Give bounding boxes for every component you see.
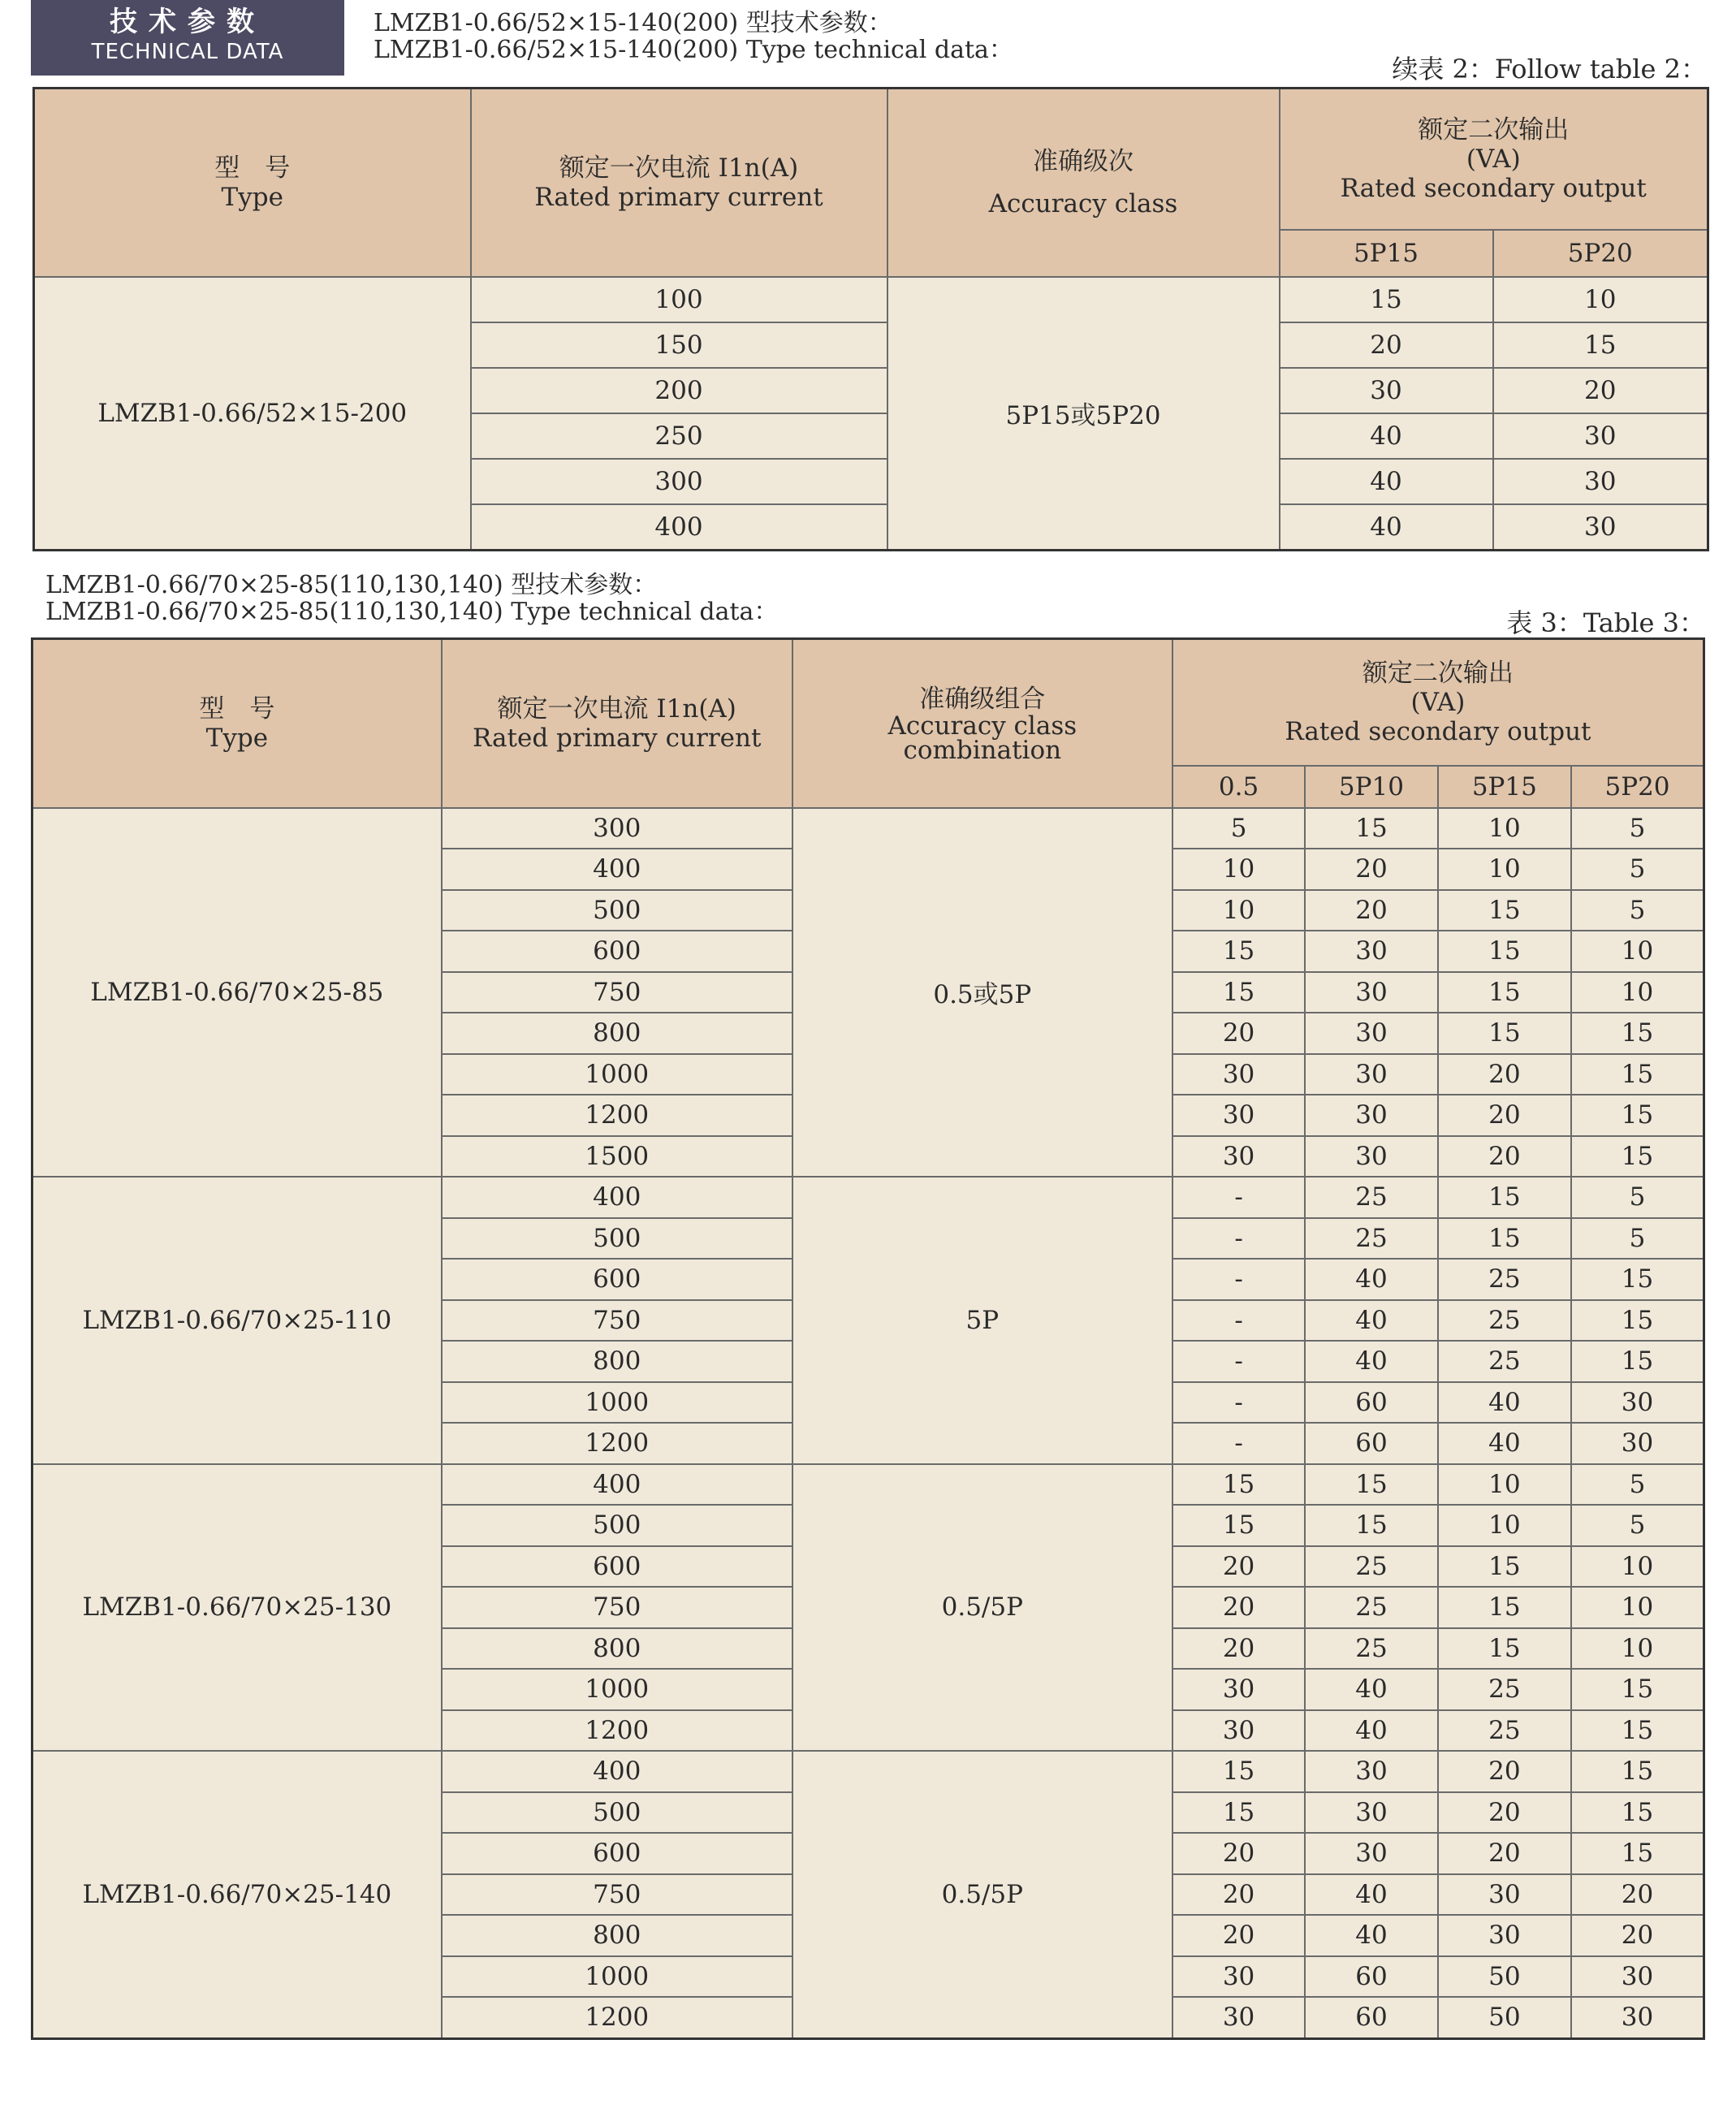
output-value-cell: 15	[1438, 1628, 1571, 1670]
primary-current-cell: 800	[442, 1628, 792, 1670]
output-value-cell: 20	[1438, 1054, 1571, 1095]
output-value-cell: 15	[1438, 972, 1571, 1013]
col-header-accuracy: 准确级次 Accuracy class	[887, 89, 1280, 277]
output-value-cell: 30	[1438, 1874, 1571, 1916]
col-header-output: 额定二次输出 (VA) Rated secondary output	[1280, 89, 1708, 230]
output-value-cell: 25	[1438, 1710, 1571, 1752]
primary-current-cell: 1200	[442, 1997, 792, 2038]
table-row	[34, 277, 1708, 322]
output-value-cell: 5	[1571, 1505, 1704, 1546]
output-value-cell: -	[1172, 1218, 1305, 1260]
primary-current-cell: 800	[442, 1013, 792, 1054]
col-header-type: 型 号 Type	[34, 89, 471, 277]
output-value-cell: 15	[1571, 1710, 1704, 1752]
output-value-cell: 20	[1172, 1587, 1305, 1628]
output-value-cell: 20	[1438, 1751, 1571, 1792]
primary-current-cell: 400	[471, 504, 887, 551]
output-value-cell: 20	[1438, 1136, 1571, 1178]
output-value-cell: 20	[1172, 1874, 1305, 1916]
table2-heading	[374, 10, 1013, 63]
output-value-cell: 15	[1571, 1054, 1704, 1095]
output-value-cell: 30	[1305, 1054, 1437, 1095]
output-value-cell: 30	[1172, 1095, 1305, 1136]
table3	[31, 637, 1705, 2040]
table2-heading-cn: LMZB1-0.66/52×15-140(200) 型技术参数：	[374, 9, 892, 37]
output-value-cell: 30	[1305, 972, 1437, 1013]
output-value-cell: 10	[1571, 1587, 1704, 1628]
output-value-cell: 15	[1571, 1300, 1704, 1342]
model-type-cell: LMZB1-0.66/70×25-140	[32, 1751, 442, 2038]
output-value-cell: 25	[1438, 1669, 1571, 1710]
table2	[32, 87, 1709, 551]
primary-current-cell: 800	[442, 1915, 792, 1956]
output-value-cell: 15	[1280, 277, 1493, 322]
primary-current-cell: 750	[442, 1300, 792, 1342]
output-value-cell: 30	[1571, 1423, 1704, 1464]
output-value-cell: 40	[1305, 1300, 1437, 1342]
output-value-cell: 30	[1438, 1915, 1571, 1956]
output-value-cell: 15	[1571, 1341, 1704, 1382]
output-value-cell: 30	[1571, 1956, 1704, 1998]
output-value-cell: 15	[1438, 1218, 1571, 1260]
primary-current-cell: 400	[442, 1464, 792, 1506]
output-value-cell: 10	[1438, 1464, 1571, 1506]
table3-heading-cn: LMZB1-0.66/70×25-85(110,130,140) 型技术参数：	[45, 571, 658, 599]
output-value-cell: -	[1172, 1177, 1305, 1218]
output-value-cell: 25	[1305, 1177, 1437, 1218]
output-value-cell: 15	[1438, 931, 1571, 972]
table2-caption: 续表 2：Follow table 2：	[1392, 54, 1707, 84]
output-value-cell: 15	[1172, 972, 1305, 1013]
output-value-cell: 5	[1571, 808, 1704, 849]
output-value-cell: 30	[1305, 1136, 1437, 1178]
primary-current-cell: 300	[442, 808, 792, 849]
output-value-cell: 30	[1305, 1013, 1437, 1054]
output-value-cell: 15	[1571, 1013, 1704, 1054]
primary-current-cell: 1200	[442, 1095, 792, 1136]
primary-current-cell: 500	[442, 890, 792, 931]
output-value-cell: 15	[1571, 1136, 1704, 1178]
model-type-cell: LMZB1-0.66/70×25-130	[32, 1464, 442, 1752]
output-value-cell: 20	[1571, 1915, 1704, 1956]
output-value-cell: 60	[1305, 1382, 1437, 1424]
output-value-cell: 25	[1438, 1300, 1571, 1342]
output-value-cell: 10	[1493, 277, 1708, 322]
primary-current-cell: 600	[442, 1259, 792, 1300]
output-value-cell: 15	[1305, 1464, 1437, 1506]
primary-current-cell: 600	[442, 1833, 792, 1874]
output-value-cell: 40	[1280, 504, 1493, 551]
output-value-cell: 20	[1172, 1915, 1305, 1956]
subcol-header: 0.5	[1172, 766, 1305, 808]
output-value-cell: 5	[1172, 808, 1305, 849]
model-type-cell: LMZB1-0.66/70×25-110	[32, 1177, 442, 1464]
output-value-cell: 25	[1305, 1546, 1437, 1588]
output-value-cell: 40	[1305, 1341, 1437, 1382]
primary-current-cell: 150	[471, 322, 887, 368]
model-type-cell: LMZB1-0.66/70×25-85	[32, 808, 442, 1178]
output-value-cell: 20	[1172, 1833, 1305, 1874]
output-value-cell: 25	[1438, 1259, 1571, 1300]
table3-body	[32, 808, 1704, 2039]
output-value-cell: 20	[1571, 1874, 1704, 1916]
technical-data-badge	[31, 0, 344, 76]
output-value-cell: 25	[1305, 1218, 1437, 1260]
primary-current-cell: 1200	[442, 1423, 792, 1464]
output-value-cell: 10	[1438, 808, 1571, 849]
output-value-cell: 15	[1571, 1833, 1704, 1874]
output-value-cell: 40	[1305, 1874, 1437, 1916]
output-value-cell: 30	[1172, 1136, 1305, 1178]
output-value-cell: -	[1172, 1259, 1305, 1300]
output-value-cell: 15	[1438, 1546, 1571, 1588]
primary-current-cell: 800	[442, 1341, 792, 1382]
output-value-cell: 40	[1305, 1710, 1437, 1752]
output-value-cell: 15	[1172, 1464, 1305, 1506]
accuracy-class-cell: 5P	[792, 1177, 1172, 1464]
primary-current-cell: 750	[442, 972, 792, 1013]
output-value-cell: 15	[1571, 1792, 1704, 1834]
output-value-cell: 20	[1438, 1095, 1571, 1136]
output-value-cell: 5	[1571, 849, 1704, 890]
table3-heading-en: LMZB1-0.66/70×25-85(110,130,140) Type technical data：	[45, 598, 779, 626]
accuracy-class-cell: 0.5或5P	[792, 808, 1172, 1178]
output-value-cell: 20	[1172, 1013, 1305, 1054]
primary-current-cell: 500	[442, 1792, 792, 1834]
output-value-cell: 40	[1280, 459, 1493, 504]
output-value-cell: 30	[1172, 1997, 1305, 2038]
output-value-cell: 15	[1438, 1587, 1571, 1628]
output-value-cell: 20	[1305, 849, 1437, 890]
output-value-cell: 30	[1571, 1382, 1704, 1424]
output-value-cell: 10	[1571, 1546, 1704, 1588]
col-header-current: 额定一次电流 I1n(A) Rated primary current	[471, 89, 887, 277]
output-value-cell: 10	[1571, 931, 1704, 972]
output-value-cell: 15	[1305, 1505, 1437, 1546]
table-row	[32, 1751, 1704, 1792]
output-value-cell: 20	[1438, 1792, 1571, 1834]
primary-current-cell: 1000	[442, 1054, 792, 1095]
output-value-cell: 40	[1280, 413, 1493, 459]
output-value-cell: 40	[1438, 1382, 1571, 1424]
primary-current-cell: 100	[471, 277, 887, 322]
output-value-cell: 15	[1172, 1792, 1305, 1834]
primary-current-cell: 250	[471, 413, 887, 459]
output-value-cell: 5	[1571, 1177, 1704, 1218]
output-value-cell: 15	[1438, 1177, 1571, 1218]
primary-current-cell: 1500	[442, 1136, 792, 1178]
output-value-cell: 25	[1305, 1587, 1437, 1628]
col-header-output: 额定二次输出 (VA) Rated secondary output	[1172, 639, 1704, 766]
output-value-cell: 30	[1305, 1751, 1437, 1792]
table-row	[32, 808, 1704, 849]
primary-current-cell: 1000	[442, 1956, 792, 1998]
output-value-cell: 30	[1172, 1956, 1305, 1998]
subcol-header: 5P15	[1438, 766, 1571, 808]
output-value-cell: 30	[1280, 368, 1493, 413]
output-value-cell: 15	[1571, 1751, 1704, 1792]
output-value-cell: 30	[1305, 1833, 1437, 1874]
output-value-cell: 10	[1438, 849, 1571, 890]
output-value-cell: 20	[1172, 1546, 1305, 1588]
output-value-cell: 20	[1280, 322, 1493, 368]
subcol-header: 5P20	[1493, 230, 1708, 277]
output-value-cell: 10	[1172, 890, 1305, 931]
output-value-cell: 50	[1438, 1956, 1571, 1998]
table-row	[32, 1177, 1704, 1218]
primary-current-cell: 400	[442, 1177, 792, 1218]
badge-title-en: TECHNICAL DATA	[91, 40, 284, 64]
table2-heading-en: LMZB1-0.66/52×15-140(200) Type technical data：	[374, 36, 1013, 64]
output-value-cell: 15	[1172, 1751, 1305, 1792]
primary-current-cell: 500	[442, 1505, 792, 1546]
output-value-cell: 20	[1493, 368, 1708, 413]
col-header-current: 额定一次电流 I1n(A) Rated primary current	[442, 639, 792, 808]
output-value-cell: -	[1172, 1341, 1305, 1382]
output-value-cell: 5	[1571, 890, 1704, 931]
output-value-cell: 15	[1305, 808, 1437, 849]
col-header-type: 型 号 Type	[32, 639, 442, 808]
output-value-cell: 60	[1305, 1997, 1437, 2038]
primary-current-cell: 600	[442, 931, 792, 972]
badge-title-cn: 技术参数	[110, 6, 266, 38]
output-value-cell: 20	[1438, 1833, 1571, 1874]
output-value-cell: 30	[1493, 459, 1708, 504]
primary-current-cell: 600	[442, 1546, 792, 1588]
primary-current-cell: 200	[471, 368, 887, 413]
output-value-cell: 60	[1305, 1423, 1437, 1464]
output-value-cell: 50	[1438, 1997, 1571, 2038]
output-value-cell: 15	[1571, 1259, 1704, 1300]
primary-current-cell: 400	[442, 849, 792, 890]
output-value-cell: 15	[1172, 1505, 1305, 1546]
output-value-cell: 10	[1571, 972, 1704, 1013]
output-value-cell: 30	[1493, 413, 1708, 459]
output-value-cell: 30	[1571, 1997, 1704, 2038]
output-value-cell: -	[1172, 1423, 1305, 1464]
output-value-cell: 5	[1571, 1218, 1704, 1260]
output-value-cell: 25	[1438, 1341, 1571, 1382]
subcol-header: 5P20	[1571, 766, 1704, 808]
output-value-cell: 15	[1172, 931, 1305, 972]
output-value-cell: 10	[1172, 849, 1305, 890]
table3-caption: 表 3：Table 3：	[1506, 607, 1705, 638]
accuracy-class-cell: 0.5/5P	[792, 1751, 1172, 2038]
output-value-cell: 10	[1438, 1505, 1571, 1546]
output-value-cell: 15	[1438, 1013, 1571, 1054]
table2-body	[34, 277, 1708, 551]
output-value-cell: 40	[1305, 1669, 1437, 1710]
primary-current-cell: 1200	[442, 1710, 792, 1752]
col-header-accuracy: 准确级组合 Accuracy class combination	[792, 639, 1172, 808]
primary-current-cell: 500	[442, 1218, 792, 1260]
primary-current-cell: 1000	[442, 1382, 792, 1424]
output-value-cell: 10	[1571, 1628, 1704, 1670]
output-value-cell: 30	[1305, 931, 1437, 972]
output-value-cell: 40	[1438, 1423, 1571, 1464]
accuracy-class-cell: 0.5/5P	[792, 1464, 1172, 1752]
output-value-cell: 25	[1305, 1628, 1437, 1670]
primary-current-cell: 1000	[442, 1669, 792, 1710]
output-value-cell: 15	[1571, 1095, 1704, 1136]
output-value-cell: 60	[1305, 1956, 1437, 1998]
output-value-cell: 30	[1172, 1669, 1305, 1710]
table3-heading	[45, 572, 778, 625]
output-value-cell: -	[1172, 1300, 1305, 1342]
primary-current-cell: 750	[442, 1587, 792, 1628]
table-row	[32, 1464, 1704, 1506]
subcol-header: 5P10	[1305, 766, 1437, 808]
output-value-cell: 40	[1305, 1259, 1437, 1300]
output-value-cell: 30	[1305, 1792, 1437, 1834]
output-value-cell: 30	[1172, 1710, 1305, 1752]
output-value-cell: 30	[1493, 504, 1708, 551]
output-value-cell: 30	[1172, 1054, 1305, 1095]
model-type-cell: LMZB1-0.66/52×15-200	[34, 277, 471, 551]
primary-current-cell: 300	[471, 459, 887, 504]
primary-current-cell: 400	[442, 1751, 792, 1792]
subcol-header: 5P15	[1280, 230, 1493, 277]
primary-current-cell: 750	[442, 1874, 792, 1916]
output-value-cell: 20	[1305, 890, 1437, 931]
output-value-cell: 30	[1305, 1095, 1437, 1136]
output-value-cell: 40	[1305, 1915, 1437, 1956]
accuracy-class-cell: 5P15或5P20	[887, 277, 1280, 551]
output-value-cell: -	[1172, 1382, 1305, 1424]
output-value-cell: 15	[1571, 1669, 1704, 1710]
output-value-cell: 15	[1438, 890, 1571, 931]
output-value-cell: 5	[1571, 1464, 1704, 1506]
output-value-cell: 15	[1493, 322, 1708, 368]
output-value-cell: 20	[1172, 1628, 1305, 1670]
